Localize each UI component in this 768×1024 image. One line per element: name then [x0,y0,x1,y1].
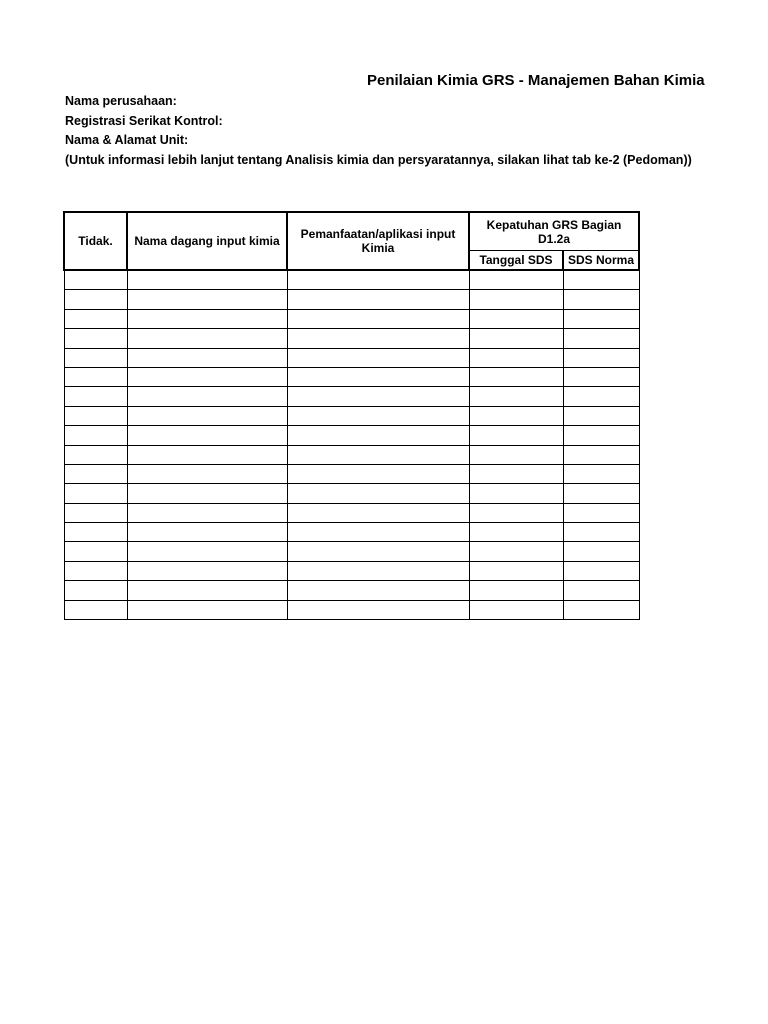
header-sds-norm: SDS Norma [563,251,639,271]
table-row [64,445,639,464]
control-registration-label: Registrasi Serikat Kontrol: [65,114,223,128]
header-no: Tidak. [64,212,127,270]
table-cell[interactable] [127,406,287,425]
table-cell[interactable] [64,523,127,542]
table-cell[interactable] [563,348,639,367]
table-cell[interactable] [563,464,639,483]
table-cell[interactable] [287,406,469,425]
table-cell[interactable] [469,387,563,406]
table-cell[interactable] [469,600,563,619]
table-cell[interactable] [64,600,127,619]
table-cell[interactable] [287,561,469,580]
table-cell[interactable] [64,348,127,367]
table-cell[interactable] [127,503,287,522]
table-row [64,561,639,580]
table-cell[interactable] [469,484,563,503]
table-cell[interactable] [127,600,287,619]
table-cell[interactable] [127,426,287,445]
table-cell[interactable] [563,406,639,425]
header-grs-compliance: Kepatuhan GRS Bagian D1.2a [469,212,639,251]
table-cell[interactable] [563,329,639,348]
table-cell[interactable] [64,329,127,348]
table-cell[interactable] [64,484,127,503]
table-cell[interactable] [127,309,287,328]
table-cell[interactable] [469,445,563,464]
table-cell[interactable] [563,600,639,619]
table-cell[interactable] [64,387,127,406]
table-cell[interactable] [127,561,287,580]
table-cell[interactable] [469,290,563,309]
table-cell[interactable] [469,426,563,445]
table-cell[interactable] [469,270,563,290]
table-cell[interactable] [563,387,639,406]
table-cell[interactable] [563,484,639,503]
table-cell[interactable] [469,542,563,561]
table-row [64,309,639,328]
table-cell[interactable] [64,270,127,290]
table-cell[interactable] [287,367,469,386]
table-cell[interactable] [469,329,563,348]
table-row [64,600,639,619]
table-cell[interactable] [563,270,639,290]
chemical-assessment-table [63,211,640,620]
table-cell[interactable] [287,523,469,542]
table-row [64,290,639,309]
table-cell[interactable] [287,309,469,328]
table-cell[interactable] [64,367,127,386]
table-cell[interactable] [469,367,563,386]
table-cell[interactable] [127,484,287,503]
page-title: Penilaian Kimia GRS - Manajemen Bahan Kimia [367,72,705,89]
table-cell[interactable] [287,542,469,561]
table-cell[interactable] [127,290,287,309]
table-row [64,426,639,445]
table-cell[interactable] [287,445,469,464]
table-row [64,503,639,522]
table-cell[interactable] [287,503,469,522]
header-sds-date: Tanggal SDS [469,251,563,271]
table-cell[interactable] [563,309,639,328]
table-cell[interactable] [64,464,127,483]
table-cell[interactable] [127,581,287,600]
table-cell[interactable] [469,406,563,425]
table-cell[interactable] [127,348,287,367]
table-cell[interactable] [127,270,287,290]
header-usage: Pemanfaatan/aplikasi input Kimia [287,212,469,270]
table-row [64,523,639,542]
table-cell[interactable] [64,290,127,309]
table-cell[interactable] [64,406,127,425]
table-row [64,367,639,386]
table-row [64,406,639,425]
table-body [64,270,639,620]
table-cell[interactable] [469,523,563,542]
table-cell[interactable] [469,464,563,483]
table-cell[interactable] [287,600,469,619]
table-cell[interactable] [287,581,469,600]
table-cell[interactable] [469,561,563,580]
guidance-note: (Untuk informasi lebih lanjut tentang Analisis kimia dan persyaratannya, silakan lihat tab ke-2 (Pedoman)) [65,153,692,167]
table-cell[interactable] [64,581,127,600]
table-cell[interactable] [563,542,639,561]
table-cell[interactable] [563,426,639,445]
table-cell[interactable] [127,523,287,542]
table-row [64,270,639,290]
table-cell[interactable] [64,445,127,464]
table-cell[interactable] [64,503,127,522]
table-cell[interactable] [287,270,469,290]
table-cell[interactable] [469,309,563,328]
table-row [64,542,639,561]
table-cell[interactable] [469,581,563,600]
table-cell[interactable] [287,484,469,503]
table-cell[interactable] [469,503,563,522]
table-cell[interactable] [127,542,287,561]
table-row [64,464,639,483]
table-cell[interactable] [563,445,639,464]
unit-name-address-label: Nama & Alamat Unit: [65,133,189,147]
company-name-label: Nama perusahaan: [65,94,177,108]
table-cell[interactable] [563,523,639,542]
table-cell[interactable] [469,348,563,367]
table-cell[interactable] [64,561,127,580]
table-cell[interactable] [127,445,287,464]
table-cell[interactable] [287,290,469,309]
table-cell[interactable] [64,542,127,561]
table-cell[interactable] [287,426,469,445]
table-cell[interactable] [563,503,639,522]
table-cell[interactable] [64,426,127,445]
table-cell[interactable] [287,464,469,483]
table-row [64,484,639,503]
table-row [64,581,639,600]
table-cell[interactable] [127,367,287,386]
table-cell[interactable] [563,561,639,580]
table-row [64,329,639,348]
table-cell[interactable] [287,387,469,406]
table-cell[interactable] [127,329,287,348]
table-cell[interactable] [64,309,127,328]
table-cell[interactable] [563,581,639,600]
header-trade-name: Nama dagang input kimia [127,212,287,270]
table-cell[interactable] [287,348,469,367]
table-cell[interactable] [563,290,639,309]
table-cell[interactable] [127,387,287,406]
table-cell[interactable] [287,329,469,348]
table-row [64,348,639,367]
table-cell[interactable] [563,367,639,386]
table-cell[interactable] [127,464,287,483]
table-row [64,387,639,406]
